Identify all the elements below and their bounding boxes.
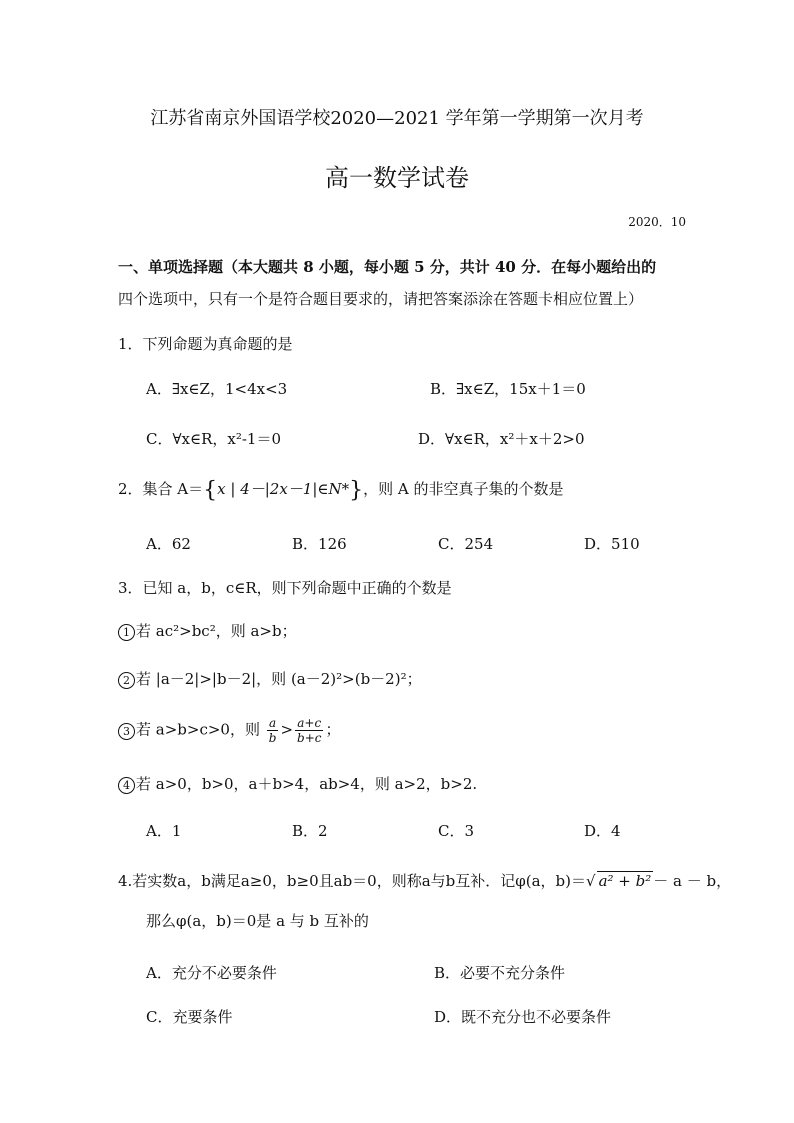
q1-option-c: C．∀x∈R，x²-1＝0: [146, 430, 282, 448]
sqrt-content: a² + b²: [598, 872, 652, 890]
fraction-ac-over-bc: $\frac{a+c}{b+c}$: [297, 716, 322, 745]
left-brace-glyph: {: [203, 478, 218, 503]
q3-statement-1-text: 若 ac²>bc²，则 a>b；: [136, 622, 297, 640]
q2-option-c: C．254: [438, 535, 494, 553]
circled-number-2: 2: [118, 672, 135, 689]
q2-option-b: B．126: [292, 535, 347, 553]
q3-statement-1: [118, 620, 297, 641]
q4-stem-line1: [118, 870, 731, 891]
right-brace-glyph: }: [349, 478, 364, 503]
q3-statement-4-text: 若 a>0，b>0，a＋b>4，ab>4，则 a>2，b>2.: [136, 775, 478, 793]
sqrt-sign: √: [586, 872, 596, 890]
q1-option-b: B．∃x∈Z，15x＋1＝0: [430, 380, 586, 398]
q1-stem: 1．下列命题为真命题的是: [118, 335, 293, 353]
circled-number-1: 1: [118, 624, 135, 641]
q3-statement-2: [118, 668, 422, 689]
exam-title: 江苏省南京外国语学校2020—2021 学年第一学期第一次月考: [150, 108, 644, 129]
q4-stem-part-b: － a － b，: [653, 872, 732, 890]
q3-option-d: D．4: [584, 822, 621, 840]
q1-option-d: D．∀x∈R，x²＋x＋2>0: [418, 430, 585, 448]
q3-option-b: B．2: [292, 822, 328, 840]
q4-option-d: D．既不充分也不必要条件: [434, 1008, 612, 1026]
q3-statement-3: [118, 716, 341, 745]
section-header-line2: 四个选项中，只有一个是符合题目要求的，请把答案添涂在答题卡相应位置上）: [118, 290, 644, 308]
circled-number-3: 3: [118, 723, 135, 740]
statement-end: ；: [325, 720, 341, 739]
circled-number-4: 4: [118, 777, 135, 794]
q2-stem-suffix: ，则 A 的非空真子集的个数是: [363, 480, 564, 498]
q2-set-builder: x | 4－|2x－1|∈N*: [217, 480, 350, 498]
q2-option-d: D．510: [584, 535, 640, 553]
q4-option-c: C．充要条件: [146, 1008, 233, 1026]
q3-stem: 3．已知 a，b，c∈R，则下列命题中正确的个数是: [118, 579, 452, 597]
q4-option-b: B．必要不充分条件: [434, 964, 566, 982]
q3-statement-4: [118, 773, 477, 794]
q2-option-a: A．62: [146, 535, 191, 553]
q4-option-a: A．充分不必要条件: [146, 964, 277, 982]
q3-option-a: A．1: [146, 822, 182, 840]
q4-stem-line2: 那么φ(a，b)＝0是 a 与 b 互补的: [146, 912, 369, 930]
greater-than-sign: >: [280, 720, 294, 739]
q1-option-a: A．∃x∈Z，1<4x<3: [146, 380, 288, 398]
q2-stem-prefix: 2．集合 A＝: [118, 480, 204, 498]
q4-stem-part-a: 4.若实数a，b满足a≥0，b≥0且ab＝0，则称a与b互补．记φ(a，b)＝: [118, 872, 587, 890]
exam-date: 2020．10: [628, 215, 686, 229]
q2-stem: [118, 478, 564, 503]
section-header-line1: 一、单项选择题（本大题共 8 小题，每小题 5 分，共计 40 分．在每小题给出的: [118, 258, 657, 276]
q3-option-c: C．3: [438, 822, 475, 840]
q3-statement-3-text: 若 a>b>c>0，则: [136, 720, 260, 739]
q3-statement-2-text: 若 |a－2|>|b－2|，则 (a－2)²>(b－2)²；: [136, 670, 422, 688]
exam-subtitle: 高一数学试卷: [325, 164, 469, 192]
fraction-a-over-b: $\frac{a}{b}$: [268, 716, 277, 745]
